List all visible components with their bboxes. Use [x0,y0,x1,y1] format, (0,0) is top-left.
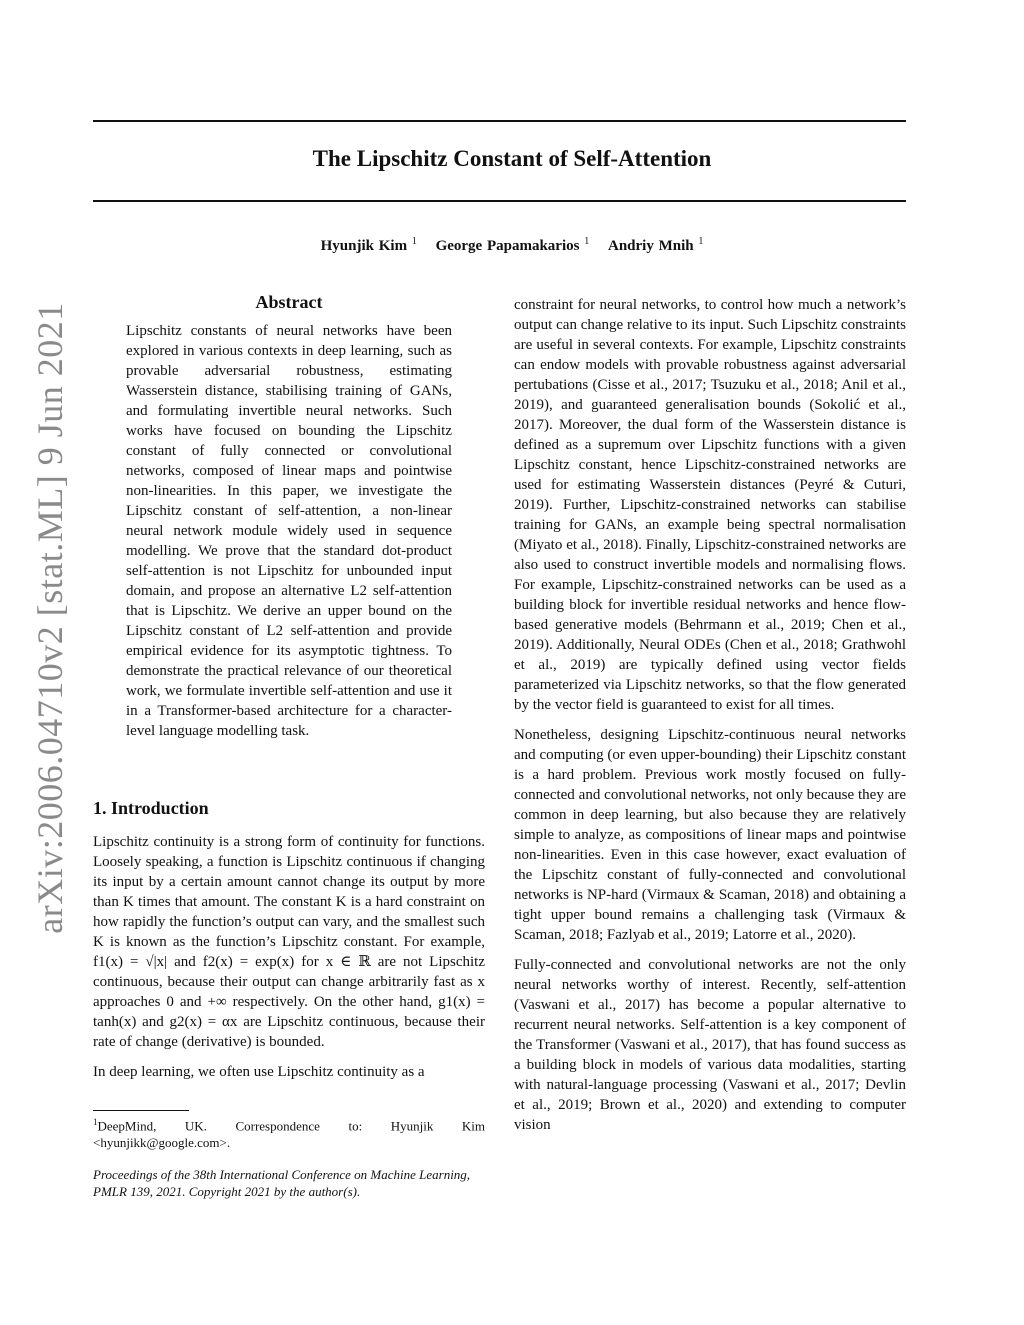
arxiv-stamp-text: arXiv:2006.04710v2 [stat.ML] 9 Jun 2021 [30,302,70,934]
author: George Papamakarios $^1$ [435,236,590,254]
body-paragraph: constraint for neural networks, to control how much a network’s output can change relative to its input. Such Lipschitz constraints are useful in several contexts. For example, Lipschitz constraints can endow models with provable robustness against adversarial pertubations (Cisse et al., 2017; Tsuzuku et al., 2018; Anil et al., 2019), and guaranteed generalisation bounds (Sokolić et al., 2017). Moreover, the dual form of the Wasserstein distance is defined as a supremum over Lipschitz functions with a given Lipschitz constant, hence Lipschitz-constrained networks are used for estimating Wasserstein distances (Peyré & Cuturi, 2019). Further, Lipschitz-constrained networks can stabilise training for GANs, an example being spectral normalisation (Miyato et al., 2018). Finally, Lipschitz-constrained networks are also used to construct invertible models and normalising flows. For example, Lipschitz-constrained networks can be used as a building block for invertible residual networks and hence flow-based generative models (Behrmann et al., 2019; Chen et al., 2019). Additionally, Neural ODEs (Chen et al., 2018; Grathwohl et al., 2019) are typically defined using vector fields parameterized via Lipschitz networks, so that the flow generated by the vector field is guaranteed to exist for all times. [514,297,906,713]
footnote-mark: 1 [93,1117,98,1127]
footnote-text: DeepMind, UK. Correspondence to: Hyunjik Kim <hyunjikk@google.com>. [93,1118,485,1151]
title-top-rule [93,120,906,122]
introduction-right-column [514,295,906,1135]
author: Hyunjik Kim $^1$ [320,236,417,254]
abstract-body [126,321,452,741]
proceedings-note: Proceedings of the 38th International Conference on Machine Learning, PMLR 139, 2021. Copyright 2021 by the author(s). [93,1167,471,1199]
intro-paragraph: Lipschitz continuity is a strong form of continuity for functions. Loosely speaking, a function is Lipschitz continuous if changing its input by a certain amount cannot change its output by more than K times that amount. The constant K is a hard constraint on how rapidly the function’s output can vary, and the smallest such K is known as the function’s Lipschitz constant. For example, f1(x) = √|x| and f2(x) = exp(x) for x ∈ ℝ are not Lipschitz continuous, because their output can change arbitrarily fast as x approaches 0 and +∞ respectively. On the other hand, g1(x) = tanh(x) and g2(x) = αx are Lipschitz continuous, because their rate of change (derivative) is bounded. [93,834,485,1050]
body-paragraph: Fully-connected and convolutional networks are not the only neural networks worthy of interest. Recently, self-attention (Vaswani et al., 2017) has become a popular alternative to recurrent neural networks. Self-attention is a key component of the Transformer (Vaswani et al., 2017), that has found success as a building block in models of various data modalities, starting with natural-language processing (Vaswani et al., 2017; Devlin et al., 2019; Brown et al., 2020) and extending to computer vision [514,957,906,1133]
footnote-affiliation [93,1114,485,1151]
author: Andriy Mnih $^1$ [607,236,704,254]
title-bottom-rule [93,200,906,202]
section-heading-introduction: 1. Introduction [93,798,209,818]
introduction-left-column [93,832,485,1082]
body-paragraph: Nonetheless, designing Lipschitz-continuous neural networks and computing (or even upper-bounding) their Lipschitz constant is a hard problem. Previous work mostly focused on fully-connected and convolutional networks, not only because they are common in deep learning, but also because they are relatively simple to analyze, as compositions of linear maps and pointwise non-linearities. Even in this case however, exact evaluation of the Lipschitz constant of fully-connected and convolutional networks is NP-hard (Virmaux & Scaman, 2018) and obtaining a tight upper bound remains a challenging task (Virmaux & Scaman, 2018; Fazlyab et al., 2019; Latorre et al., 2020). [514,727,906,943]
paper-title: The Lipschitz Constant of Self-Attention [312,146,712,171]
abstract-heading: Abstract [255,292,323,312]
intro-paragraph: In deep learning, we often use Lipschitz continuity as a [93,1064,425,1080]
footnote-divider [93,1110,189,1111]
abstract-text: Lipschitz constants of neural networks have been explored in various contexts in deep learning, such as provable adversarial robustness, estimating Wasserstein distance, stabilising training of GANs, and formulating invertible neural networks. Such works have focused on bounding the Lipschitz constant of fully connected or convolutional networks, composed of linear maps and pointwise non-linearities. In this paper, we investigate the Lipschitz constant of self-attention, a non-linear neural network module widely used in sequence modelling. We prove that the standard dot-product self-attention is not Lipschitz for unbounded input domain, and propose an alternative L2 self-attention that is Lipschitz. We derive an upper bound on the Lipschitz constant of L2 self-attention and provide empirical evidence for its asymptotic tightness. To demonstrate the practical relevance of our theoretical work, we formulate invertible self-attention and use it in a Transformer-based architecture for a character-level language modelling task. [126,323,452,739]
author-list [0,236,1024,255]
